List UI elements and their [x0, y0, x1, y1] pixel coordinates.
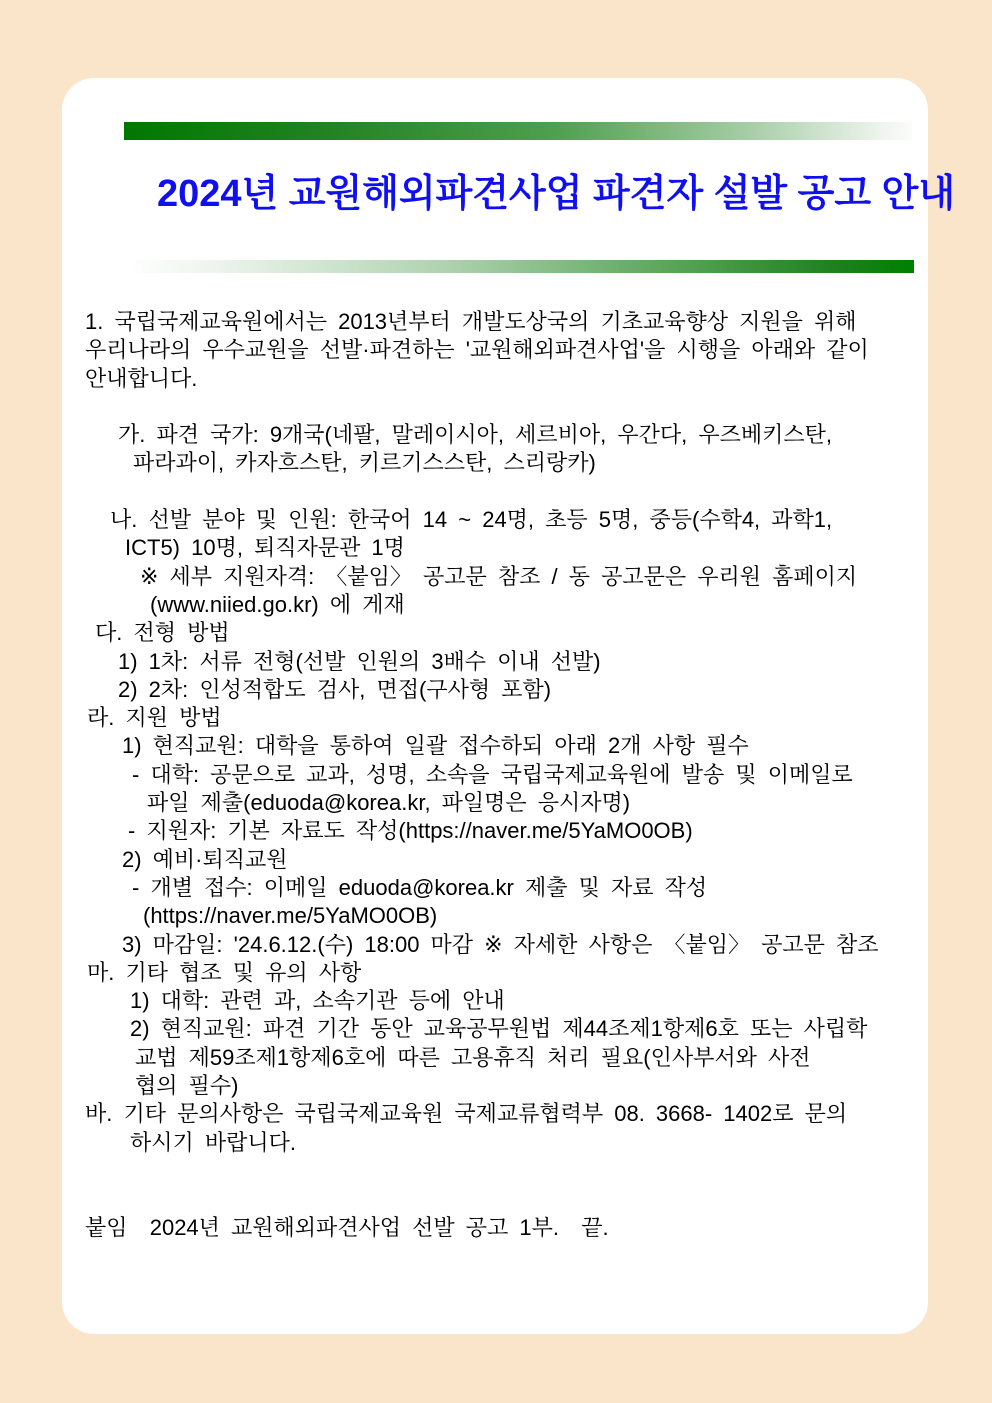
text-line: 3) 마감일: '24.6.12.(수) 18:00 마감 ※ 자세한 사항은 〈붙임〉 공고문 참조: [122, 931, 879, 957]
text-line: 바. 기타 문의사항은 국립국제교육원 국제교류협력부 08. 3668- 1402로 문의: [85, 1101, 848, 1127]
notice-title: 2024년 교원해외파견사업 파견자 설발 공고 안내: [157, 173, 956, 215]
bottom-gradient-bar: [134, 260, 914, 273]
text-line: (www.niied.go.kr) 에 게재: [150, 591, 405, 617]
text-line: [85, 1157, 913, 1185]
top-gradient-bar: [124, 122, 912, 140]
text-line: 파일 제출(eduoda@korea.kr, 파일명은 응시자명): [147, 790, 631, 816]
text-line: (https://naver.me/5YaMO0OB): [143, 903, 438, 929]
text-line: 마. 기타 협조 및 유의 사항: [87, 959, 362, 985]
text-line: - 지원자: 기본 자료도 작성(https://naver.me/5YaMO0OB): [128, 818, 693, 844]
text-line: 1. 국립국제교육원에서는 2013년부터 개발도상국의 기초교육향상 지원을 위해: [85, 309, 857, 334]
text-line: [85, 1185, 913, 1213]
text-line: 교법 제59조제1항제6호에 따른 고용휴직 처리 필요(인사부서와 사전: [135, 1044, 811, 1070]
text-line: 2) 현직교원: 파견 기간 동안 교육공무원법 제44조제1항제6호 또는 사립학: [130, 1016, 868, 1042]
text-line: 협의 필수): [135, 1073, 239, 1099]
text-line: - 대학: 공문으로 교과, 성명, 소속을 국립국제교육원에 발송 및 이메일로: [132, 761, 853, 787]
text-line: 나. 선발 분야 및 인원: 한국어 14 ~ 24명, 초등 5명, 중등(수학4, 과학1,: [110, 507, 833, 533]
text-line: 붙임 2024년 교원해외파견사업 선발 공고 1부. 끝.: [85, 1214, 609, 1240]
text-line: 2) 예비·퇴직교원: [122, 846, 288, 872]
text-line: 1) 1차: 서류 전형(선발 인원의 3배수 이내 선발): [118, 648, 601, 674]
notice-card: [62, 78, 956, 1334]
text-line: 1) 대학: 관련 과, 소속기관 등에 안내: [130, 988, 505, 1014]
text-line: [85, 478, 913, 506]
text-line: 2) 2차: 인성적합도 검사, 면접(구사형 포함): [118, 676, 552, 702]
text-line: 파라과이, 카자흐스탄, 키르기스스탄, 스리랑카): [133, 450, 596, 476]
text-line: - 개별 접수: 이메일 eduoda@korea.kr 제출 및 자료 작성: [132, 874, 708, 900]
text-line: ※ 세부 지원자격: 〈붙임〉 공고문 참조 / 동 공고문은 우리원 홈페이지: [140, 563, 858, 589]
text-line: 하시기 바랍니다.: [130, 1129, 296, 1155]
text-line: 라. 지원 방법: [87, 705, 222, 731]
text-line: 안내합니다.: [85, 365, 198, 391]
text-line: 1) 현직교원: 대학을 통하여 일괄 접수하되 아래 2개 사항 필수: [122, 733, 749, 759]
text-line: 우리나라의 우수교원을 선발·파견하는 '교원해외파견사업'을 시행을 아래와 같이: [85, 337, 869, 363]
text-line: [85, 393, 913, 421]
text-line: ICT5) 10명, 퇴직자문관 1명: [125, 535, 405, 561]
text-line: 가. 파견 국가: 9개국(네팔, 말레이시아, 세르비아, 우간다, 우즈베키스탄,: [118, 422, 832, 448]
document-body: [85, 308, 913, 1242]
text-line: 다. 전형 방법: [95, 620, 230, 646]
